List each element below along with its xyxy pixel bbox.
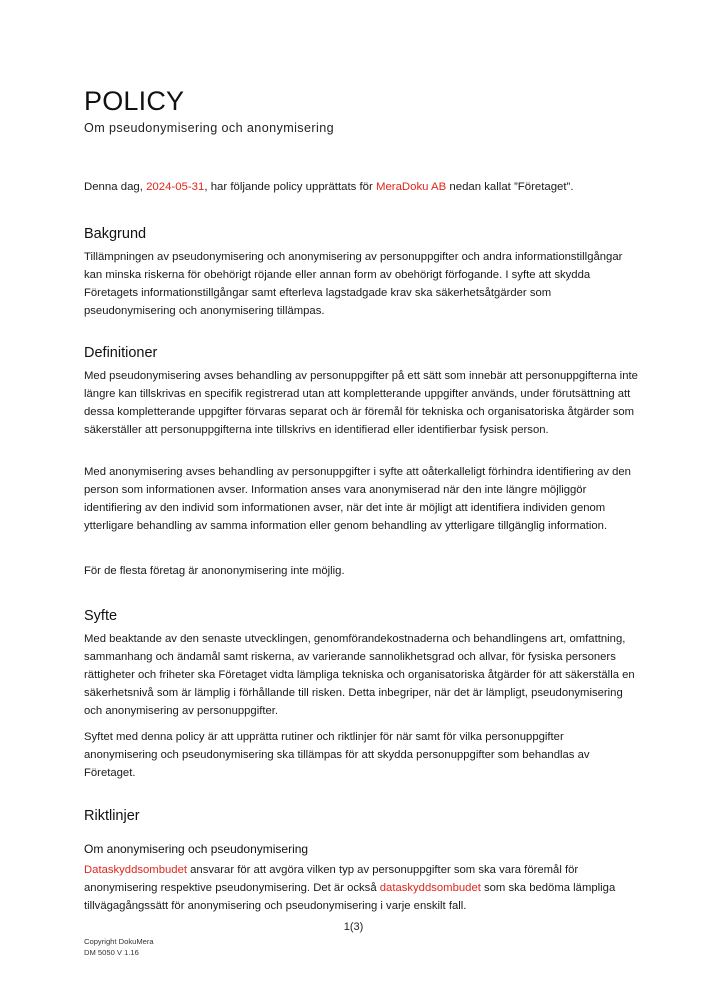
policy-date: 2024-05-31: [146, 181, 205, 193]
company-name: MeraDoku AB: [375, 181, 447, 193]
intro-suffix: nedan kallat ”Företaget”.: [446, 181, 574, 193]
heading-syfte: Syfte: [84, 608, 118, 624]
intro-paragraph: [84, 181, 644, 193]
syfte-paragraph-2: Syftet med denna policy är att upprätta rutiner och riktlinjer för när samt för vilka personuppgifter anonymisering och pseudonymisering ska tillämpas för att skydda personuppgifter som behandlas av Företaget.: [84, 731, 590, 779]
footer-copyright: Copyright DokuMera: [84, 937, 154, 946]
heading-bakgrund: Bakgrund: [84, 226, 147, 242]
syfte-paragraph-1: Med beaktande av den senaste utvecklingen, genomförandekostnaderna och behandlingens art, omfattning, sammanhang och ändamål samt riskerna, av varierande sannolikhetsgrad och allvar, för fysiska personers rättigheter och friheter ska Företaget vidta lämpliga tekniska och organisatoriska åtgärder för att säkerställa en säkerhetsnivå som är lämplig i förhållande till risken. Detta inbegriper, när det är lämpligt, pseudonymisering och anonymisering av personuppgifter.: [84, 633, 635, 717]
document-subtitle: Om pseudonymisering och anonymisering: [84, 121, 334, 135]
riktlinjer-paragraph: [84, 862, 640, 916]
bakgrund-paragraph: Tillämpningen av pseudonymisering och anonymisering av personuppgifter och andra informationstillgångar kan minska riskerna för obehörigt röjande eller annan form av obehörigt förfogande. I syfte att skydda Företagets informationstillgångar samt efterleva lagstadgade krav ska säkerhetsåtgärder som pseudonymisering och anonymisering tillämpas.: [84, 251, 623, 317]
subheading-anonymisering: Om anonymisering och pseudonymisering: [84, 842, 309, 856]
intro-prefix: Denna dag,: [84, 181, 147, 193]
footer-doc-id: DM 5050 V 1.16: [84, 948, 139, 957]
role-dataskyddsombudet: Dataskyddsombudet: [84, 864, 187, 876]
definitioner-paragraph-1: Med pseudonymisering avses behandling av personuppgifter på ett sätt som innebär att personuppgifterna inte längre kan tillskrivas en specifik registrerad utan att kompletterande uppgifter används, under förutsättning att dessa kompletterande uppgifter förvaras separat och är föremål för tekniska och organisatoriska åtgärder som säkerställer att personuppgifterna inte tillskrivs en identifierad eller identifierbar fysisk person.: [84, 370, 638, 436]
page-number: 1(3): [343, 921, 364, 933]
document-title: POLICY: [84, 86, 185, 116]
intro-middle: , har följande policy upprättats för: [204, 181, 376, 193]
heading-riktlinjer: Riktlinjer: [84, 808, 140, 824]
role-dataskyddsombudet-2: dataskyddsombudet: [379, 881, 481, 894]
definitioner-paragraph-2: Med anonymisering avses behandling av personuppgifter i syfte att oåterkalleligt förhindra identifiering av den person som informationen avser. Information anses vara anonymiserad när den inte längre möjliggör identifiering av den individ som informationen avser, när det inte är möjligt att identifiera individen genom ytterligare behandling av samma information eller genom behandling av ytterligare tillgänglig information.: [84, 466, 631, 532]
riktlinjer-text-mid: ansvarar för att avgöra vilken typ av personuppgifter som ska vara föremål för anonymisering respektive pseudonymisering. Det är också: [84, 864, 579, 894]
riktlinjer-text-end: som ska bedöma lämpliga tillvägagångssätt för anonymisering och pseudonymisering i varje enskilt fall.: [84, 881, 616, 912]
definitioner-paragraph-3: För de flesta företag är anononymisering inte möjlig.: [84, 565, 345, 577]
heading-definitioner: Definitioner: [84, 345, 158, 361]
